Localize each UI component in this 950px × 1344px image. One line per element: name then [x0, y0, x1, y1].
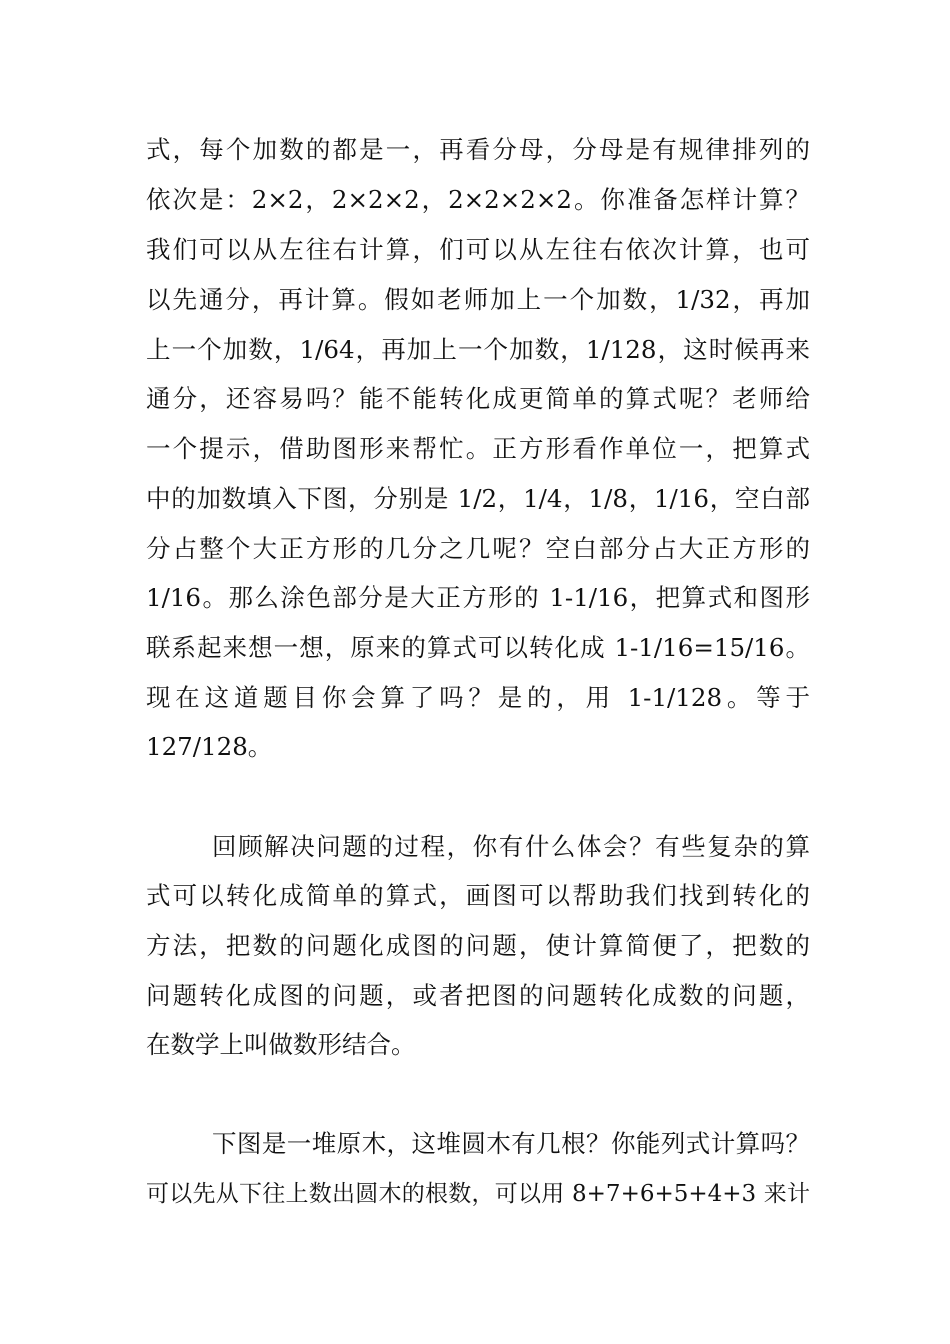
paragraph-1-line-10: 1/16。那么涂色部分是大正方形的 1-1/16，把算式和图形	[146, 583, 810, 612]
paragraph-2-line-2: 式可以转化成简单的算式，画图可以帮助我们找到转化的	[146, 881, 810, 910]
paragraph-1-line-13: 127/128。	[146, 732, 273, 761]
paragraph-1-line-12: 现在这道题目你会算了吗？是的，用 1-1/128。等于	[146, 683, 810, 712]
paragraph-1-line-11: 联系起来想一想，原来的算式可以转化成 1-1/16=15/16。	[146, 633, 810, 662]
paragraph-1-line-6: 通分，还容易吗？能不能转化成更简单的算式呢？老师给	[146, 384, 810, 413]
paragraph-1-line-3: 我们可以从左往右计算，们可以从左往右依次计算，也可	[146, 235, 810, 264]
paragraph-1-line-5: 上一个加数，1/64，再加上一个加数，1/128，这时候再来	[146, 335, 810, 364]
paragraph-1-line-7: 一个提示，借助图形来帮忙。正方形看作单位一，把算式	[146, 434, 810, 463]
paragraph-3-line-1: 下图是一堆原木，这堆圆木有几根？你能列式计算吗？	[212, 1129, 810, 1158]
paragraph-1-line-1: 式，每个加数的都是一，再看分母，分母是有规律排列的	[146, 135, 810, 164]
paragraph-2-line-4: 问题转化成图的问题，或者把图的问题转化成数的问题，	[146, 981, 810, 1010]
paragraph-1-line-4: 以先通分，再计算。假如老师加上一个加数，1/32，再加	[146, 285, 810, 314]
paragraph-3-line-2: 可以先从下往上数出圆木的根数，可以用 8+7+6+5+4+3 来计	[146, 1181, 810, 1207]
paragraph-2-line-1: 回顾解决问题的过程，你有什么体会？有些复杂的算	[212, 832, 810, 861]
paragraph-1-line-8: 中的加数填入下图，分别是 1/2，1/4，1/8，1/16，空白部	[146, 484, 810, 513]
paragraph-2-line-5: 在数学上叫做数形结合。	[146, 1030, 416, 1059]
paragraph-1-line-2: 依次是：2×2，2×2×2，2×2×2×2。你准备怎样计算？	[146, 185, 810, 214]
paragraph-1-line-9: 分占整个大正方形的几分之几呢？空白部分占大正方形的	[146, 534, 810, 563]
paragraph-2-line-3: 方法，把数的问题化成图的问题，使计算简便了，把数的	[146, 931, 810, 960]
